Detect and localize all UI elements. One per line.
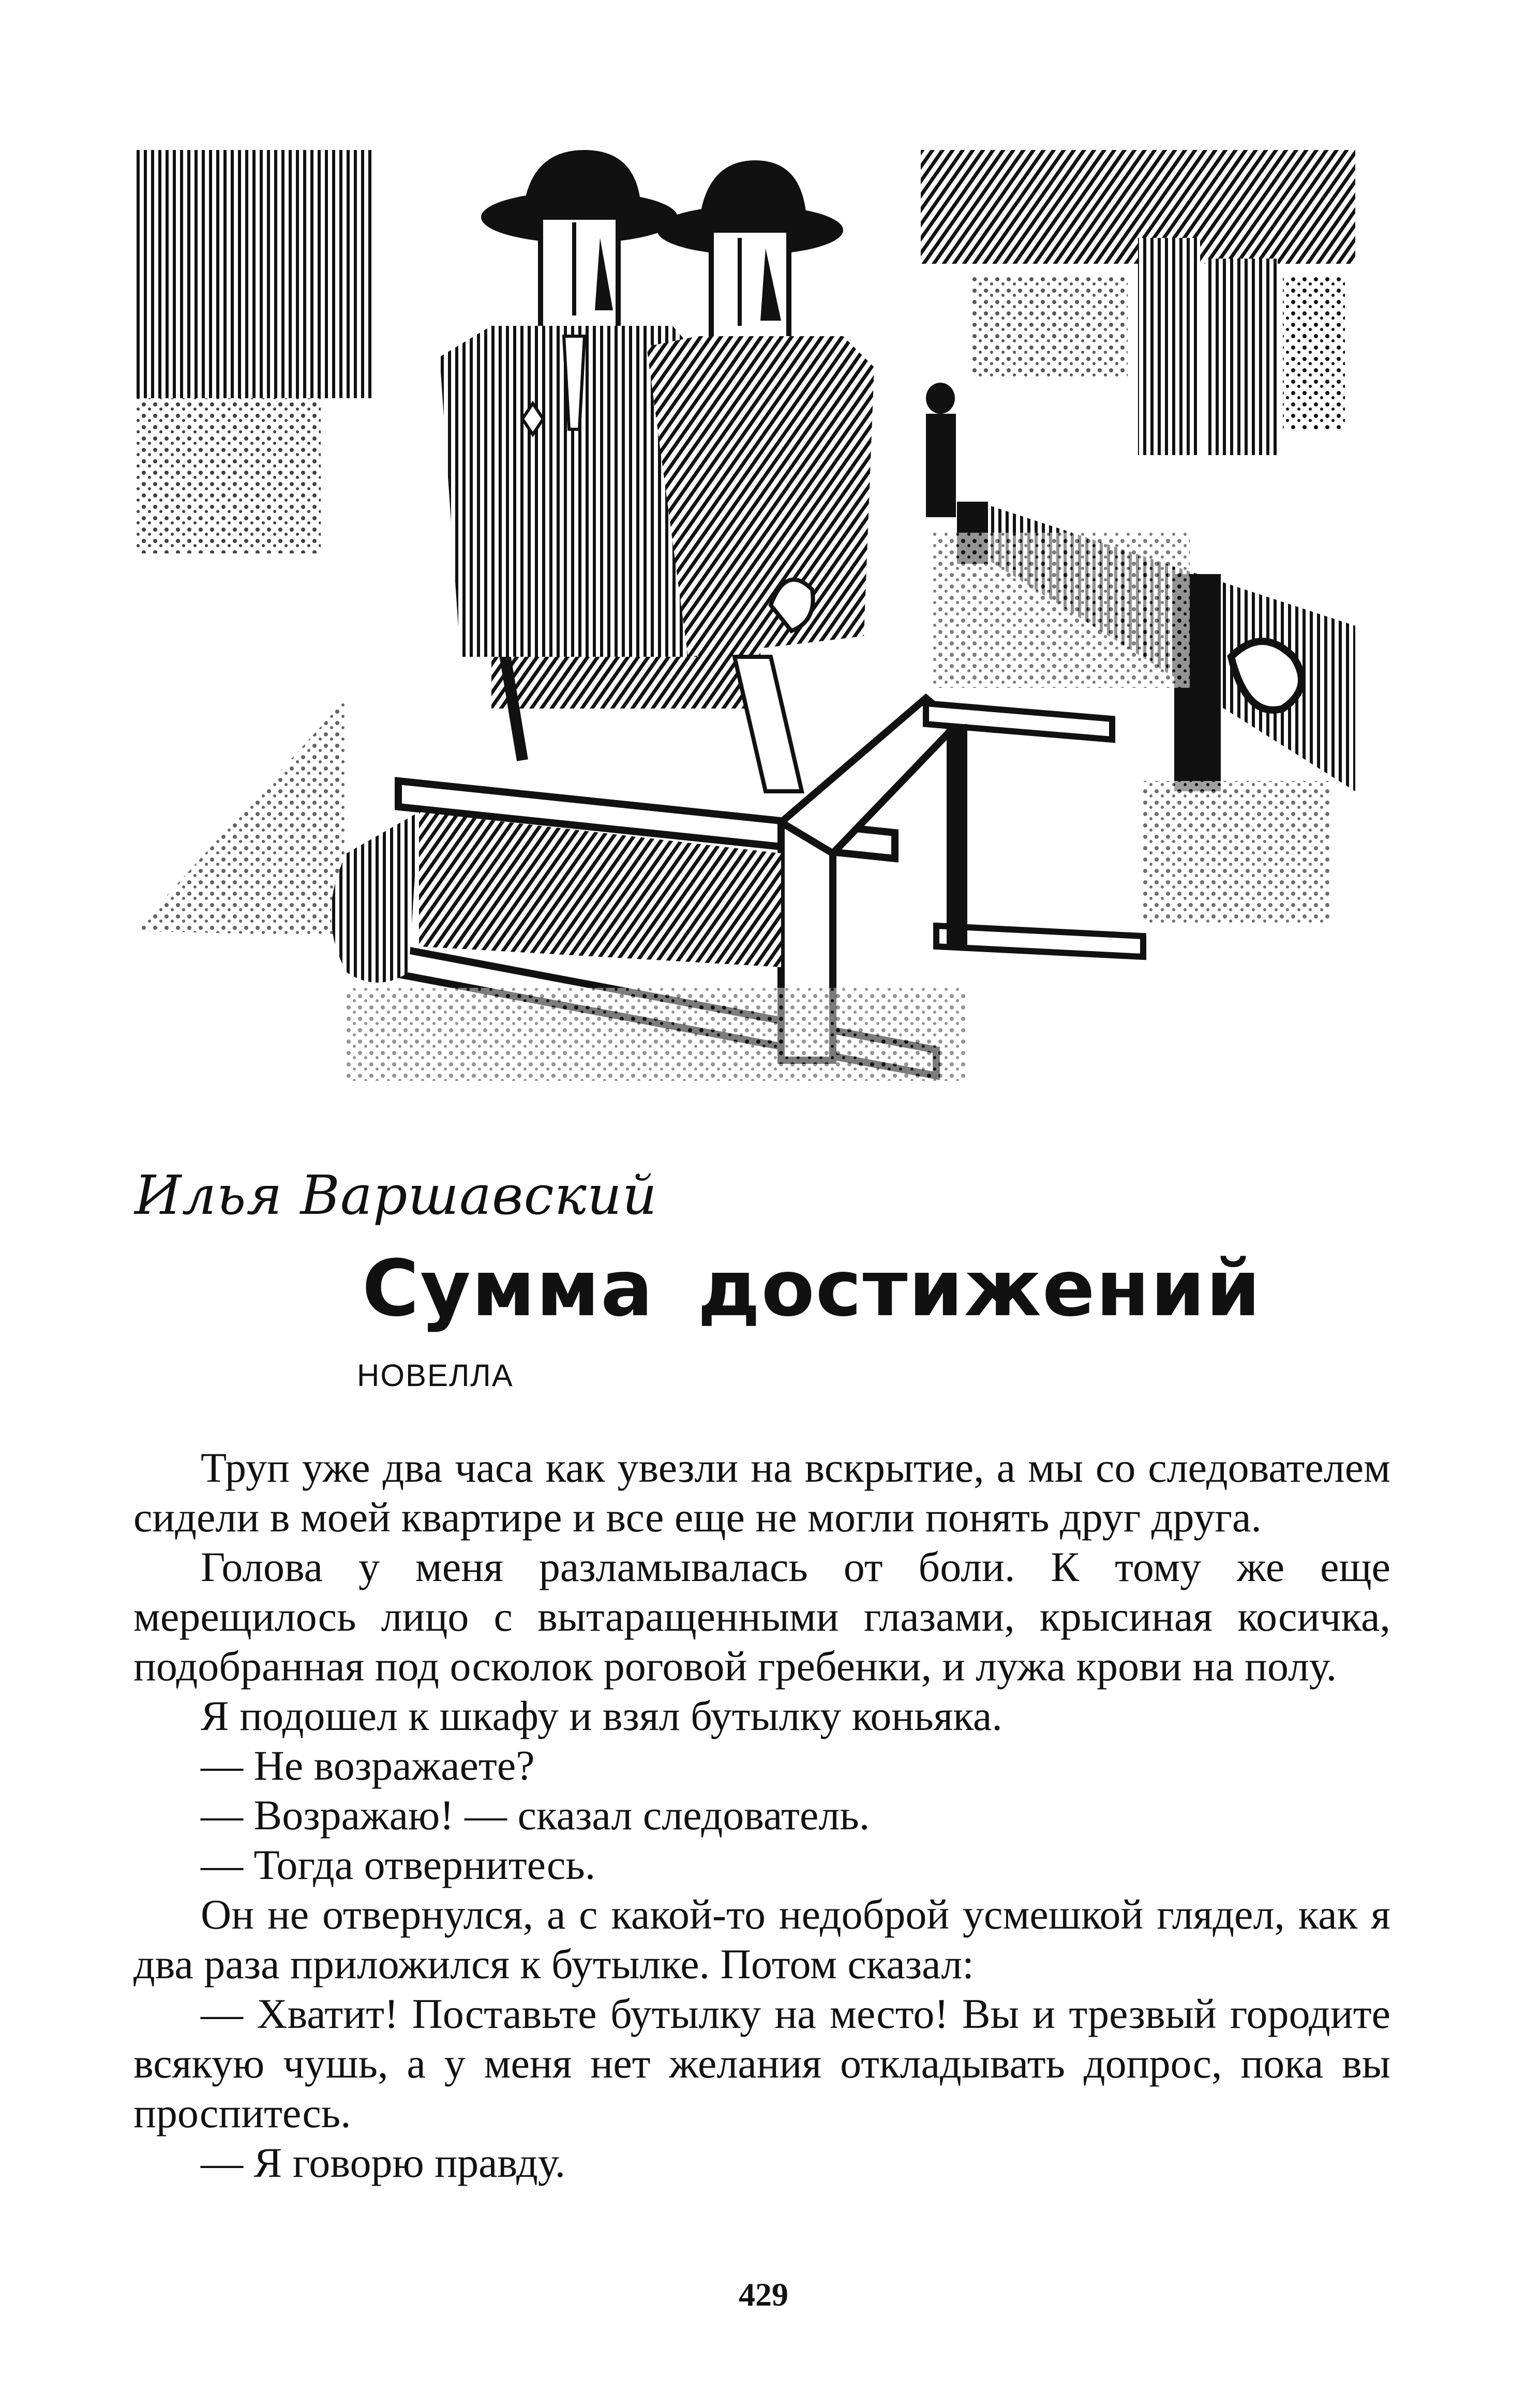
story-text (133, 1443, 1390, 2188)
paragraph: Он не отвернулся, а с какой-то недоброй усмешкой глядел, как я два раза приложился к бутылке. Потом сказал: (133, 1891, 1390, 1988)
paragraph: — Возражаю! — сказал следователь. (201, 1792, 870, 1839)
author-name: Илья Варшавский (134, 1164, 657, 1227)
buildings (921, 150, 1355, 455)
floor-shadow (347, 988, 967, 1081)
paragraph: — Тогда отвернитесь. (201, 1841, 596, 1888)
illustration (129, 140, 1360, 1091)
paragraph: — Не возражаете? (201, 1742, 535, 1789)
paragraph: — Я говорю правду. (201, 2139, 566, 2186)
paragraph: Голова у меня разламывалась от боли. К тому же еще мерещилось лицо с вытаращенными глазами, крысиная косичка, подобранная под осколок роговой гребенки, и лужа крови на полу. (133, 1543, 1390, 1690)
paragraph: Труп уже два часа как увезли на вскрытие, а мы со следователем сидели в моей квартире и все еще не могли понять друг друга. (133, 1444, 1390, 1541)
story-title: Сумма достижений (362, 1244, 1262, 1334)
paragraph: Я подошел к шкафу и взял бутылку коньяка. (201, 1692, 1002, 1739)
page-number: 429 (739, 2276, 788, 2313)
distant-figure (926, 383, 956, 517)
paragraph: — Хватит! Поставьте бутылку на место! Вы и трезвый городите всякую чушь, а у меня нет желания откладывать допрос, пока вы проспитесь. (133, 1990, 1390, 2136)
genre-label: НОВЕЛЛА (357, 1358, 514, 1393)
rain-block-left (134, 150, 372, 553)
